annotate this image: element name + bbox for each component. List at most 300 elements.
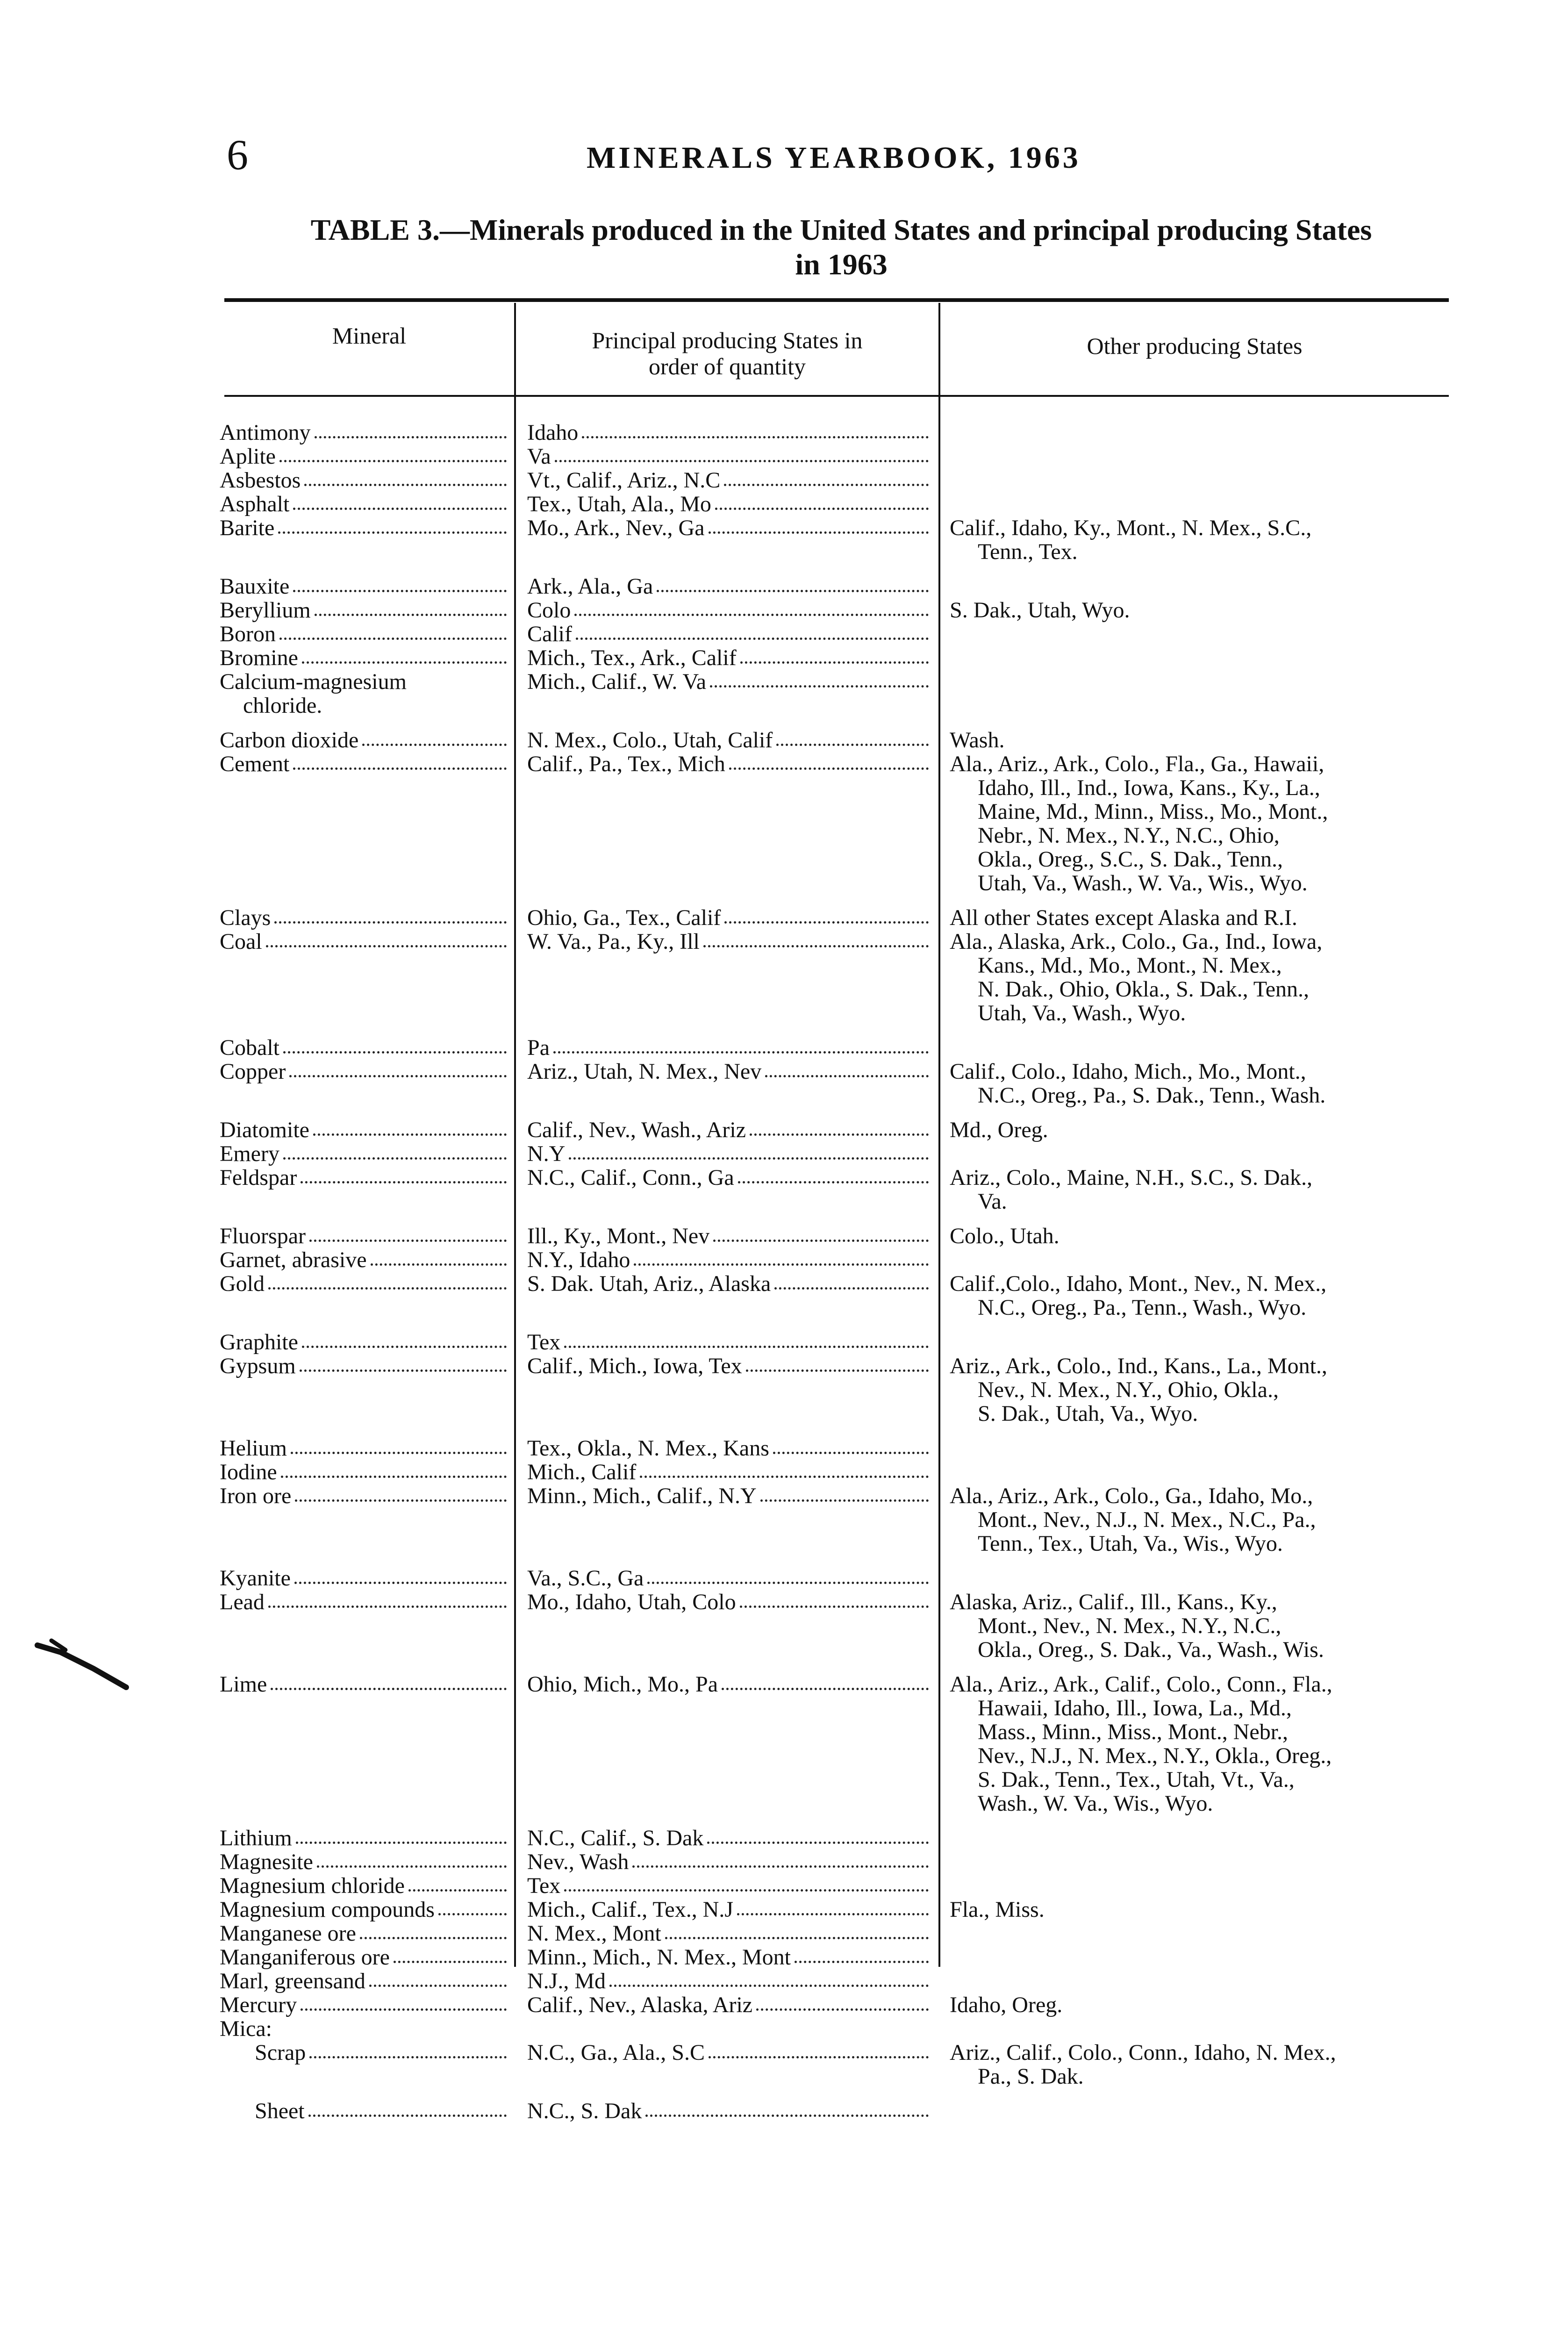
dot-leader (724, 468, 929, 486)
other-states-line: Wash., W. Va., Wis., Wyo. (978, 1791, 1213, 1816)
mineral-cell (220, 1354, 509, 1378)
principal-states-cell (527, 1036, 931, 1060)
other-states-line: S. Dak., Tenn., Tex., Utah, Vt., Va., (978, 1767, 1295, 1792)
mineral-cell (220, 1036, 509, 1060)
other-states-line: Ala., Ariz., Ark., Colo., Fla., Ga., Hawaii, (950, 752, 1325, 776)
mineral-name: Scrap (255, 2040, 306, 2065)
other-states-cell (950, 906, 1454, 930)
principal-states-cell (527, 1874, 931, 1898)
mineral-name: Beryllium (220, 598, 311, 623)
mineral-cell (220, 1330, 509, 1354)
mineral-name: Diatomite (220, 1118, 309, 1142)
principal-states: N.C., Ga., Ala., S.C (527, 2040, 705, 2065)
other-states-line: Ala., Ariz., Ark., Calif., Colo., Conn., Fla., (950, 1672, 1332, 1697)
other-states-cell (950, 1590, 1454, 1662)
dot-leader (569, 1142, 929, 1160)
mineral-name: Mica: (220, 2016, 272, 2041)
column-header-other: Other producing States (1087, 333, 1303, 359)
principal-states: Nev., Wash (527, 1850, 629, 1874)
other-states-line: Calif., Colo., Idaho, Mich., Mo., Mont., (950, 1059, 1306, 1084)
mineral-cell (220, 1993, 509, 2017)
dot-leader (553, 1036, 929, 1054)
dot-leader (293, 752, 507, 770)
other-states-cell (950, 752, 1454, 895)
principal-states: Mich., Tex., Ark., Calif (527, 645, 737, 670)
mineral-cell (220, 1898, 509, 1921)
other-states-cell (950, 1354, 1454, 1426)
dot-leader (369, 1969, 507, 1987)
principal-states-cell (527, 1248, 931, 1272)
mineral-name: Emery (220, 1141, 279, 1166)
table-caption-line-1: TABLE 3.—Minerals produced in the United States and principal producing States (310, 213, 1372, 246)
principal-states-cell (527, 444, 931, 468)
principal-states: W. Va., Pa., Ky., Ill (527, 929, 700, 954)
mineral-name: Magnesium chloride (220, 1873, 405, 1898)
principal-states: Tex., Utah, Ala., Mo (527, 492, 711, 516)
mineral-name: Kyanite (220, 1566, 291, 1591)
mineral-cell (220, 1166, 509, 1190)
principal-states: Calif., Pa., Tex., Mich (527, 752, 725, 776)
principal-states-cell (527, 1118, 931, 1142)
principal-states-cell (527, 1945, 931, 1969)
principal-states-cell (527, 516, 931, 540)
dot-leader (281, 1460, 507, 1478)
principal-states: Ariz., Utah, N. Mex., Nev (527, 1059, 762, 1084)
other-states-cell (950, 598, 1454, 622)
mineral-name: Helium (220, 1436, 287, 1461)
principal-states-cell (527, 1460, 931, 1484)
dot-leader (773, 1436, 929, 1454)
principal-states-cell (527, 492, 931, 516)
principal-states-cell (527, 622, 931, 646)
principal-states: Ohio, Mich., Mo., Pa (527, 1672, 718, 1697)
other-states-line: Maine, Md., Minn., Miss., Mo., Mont., (978, 799, 1328, 824)
other-states-line: Fla., Miss. (950, 1897, 1045, 1922)
principal-states: N.C., S. Dak (527, 2099, 642, 2123)
mineral-name: Lithium (220, 1826, 292, 1850)
principal-states: Minn., Mich., N. Mex., Mont (527, 1945, 791, 1970)
principal-states: Ark., Ala., Ga (527, 574, 653, 599)
dot-leader (713, 1224, 929, 1242)
dot-leader (317, 1850, 507, 1868)
dot-leader (760, 1484, 929, 1502)
dot-leader (710, 670, 929, 688)
dot-leader (362, 728, 507, 746)
mineral-cell (220, 1460, 509, 1484)
principal-states: Tex., Okla., N. Mex., Kans (527, 1436, 769, 1461)
dot-leader (722, 1672, 929, 1690)
mineral-cell (220, 1436, 509, 1460)
mineral-cell (220, 574, 509, 598)
dot-leader (645, 2099, 929, 2117)
mineral-name: Manganiferous ore (220, 1945, 390, 1970)
other-states-line: Ariz., Colo., Maine, N.H., S.C., S. Dak., (950, 1165, 1312, 1190)
dot-leader (756, 1993, 929, 2011)
other-states-line: Wash. (950, 728, 1005, 753)
other-states-line: Mass., Minn., Miss., Mont., Nebr., (978, 1720, 1289, 1744)
mineral-name: Fluorspar (220, 1224, 306, 1248)
other-states-line: Tenn., Tex., Utah, Va., Wis., Wyo. (978, 1531, 1283, 1556)
other-states-line: Alaska, Ariz., Calif., Ill., Kans., Ky., (950, 1590, 1277, 1614)
dot-leader (301, 1166, 507, 1183)
dot-leader (774, 1272, 929, 1290)
other-states-line: Pa., S. Dak. (978, 2064, 1084, 2089)
dot-leader (313, 1118, 507, 1136)
mineral-name: Carbon dioxide (220, 728, 359, 753)
dot-leader (729, 752, 929, 770)
principal-states-cell (527, 1484, 931, 1508)
dot-leader (302, 646, 507, 664)
dot-leader (765, 1060, 929, 1077)
mineral-name: Barite (220, 516, 275, 540)
page-number: 6 (227, 131, 248, 179)
dot-leader (737, 1898, 929, 1915)
dot-leader (308, 2099, 507, 2117)
dot-leader (795, 1945, 929, 1963)
mineral-name: Cobalt (220, 1035, 279, 1060)
mineral-name: Calcium-magnesium (220, 669, 407, 694)
other-states-line: Okla., Oreg., S. Dak., Va., Wash., Wis. (978, 1637, 1324, 1662)
principal-states: Ill., Ky., Mont., Nev (527, 1224, 710, 1248)
other-states-line: Ala., Alaska, Ark., Colo., Ga., Ind., Iowa, (950, 929, 1323, 954)
other-states-line: Nebr., N. Mex., N.Y., N.C., Ohio, (978, 823, 1280, 848)
mineral-name: Bromine (220, 645, 298, 670)
principal-states: Tex (527, 1873, 561, 1898)
mineral-name: Boron (220, 622, 276, 646)
principal-states-cell (527, 906, 931, 930)
principal-states: N. Mex., Colo., Utah, Calif (527, 728, 773, 753)
principal-states-cell (527, 1672, 931, 1696)
principal-states: Minn., Mich., Calif., N.Y (527, 1484, 757, 1508)
dot-leader (408, 1874, 507, 1892)
dot-leader (576, 622, 929, 640)
mineral-name: Marl, greensand (220, 1969, 365, 1993)
mineral-name: Bauxite (220, 574, 290, 599)
principal-states: S. Dak. Utah, Ariz., Alaska (527, 1271, 771, 1296)
dot-leader (715, 492, 929, 510)
mineral-cell (220, 1484, 509, 1508)
principal-states: Idaho (527, 420, 579, 445)
dot-leader (703, 930, 929, 947)
dot-leader (709, 2041, 929, 2058)
principal-states-cell (527, 646, 931, 670)
mineral-cell (243, 694, 509, 717)
mineral-cell (220, 1248, 509, 1272)
dot-leader (564, 1874, 929, 1892)
mineral-name: Clays (220, 905, 271, 930)
mineral-name: Asbestos (220, 468, 301, 493)
other-states-line: All other States except Alaska and R.I. (950, 905, 1297, 930)
mineral-cell (220, 646, 509, 670)
principal-states: N.J., Md (527, 1969, 606, 1993)
principal-states-cell (527, 574, 931, 598)
mineral-cell (220, 1945, 509, 1969)
principal-states-cell (527, 468, 931, 492)
other-states-line: S. Dak., Utah, Wyo. (950, 598, 1130, 623)
other-states-line: Ariz., Ark., Colo., Ind., Kans., La., Mont., (950, 1354, 1327, 1378)
other-states-line: Idaho, Oreg. (950, 1993, 1063, 2017)
other-states-line: N.C., Oreg., Pa., S. Dak., Tenn., Wash. (978, 1083, 1326, 1108)
principal-states: Vt., Calif., Ariz., N.C (527, 468, 721, 493)
running-head: MINERALS YEARBOOK, 1963 (587, 141, 1081, 175)
principal-states-cell (527, 2041, 931, 2065)
dot-leader (271, 1672, 507, 1690)
mineral-cell (220, 1224, 509, 1248)
principal-states-cell (527, 1224, 931, 1248)
principal-states: N.C., Calif., S. Dak (527, 1826, 704, 1850)
dot-leader (740, 646, 929, 664)
mineral-cell (220, 1142, 509, 1166)
dot-leader (289, 1060, 507, 1077)
other-states-cell (950, 1118, 1454, 1142)
dot-leader (438, 1898, 507, 1915)
principal-states: N.Y., Idaho (527, 1247, 630, 1272)
mineral-cell (220, 930, 509, 953)
dot-leader (315, 598, 507, 616)
principal-states-cell (527, 1436, 931, 1460)
mineral-name: Lime (220, 1672, 267, 1697)
principal-states: N.Y (527, 1141, 566, 1166)
other-states-line: Va. (978, 1189, 1007, 1214)
principal-states: Calif., Nev., Alaska, Ariz (527, 1993, 753, 2017)
column-header-principal-line-2: order of quantity (648, 353, 806, 380)
other-states-line: Mont., Nev., N. Mex., N.Y., N.C., (978, 1613, 1282, 1638)
dot-leader (278, 516, 507, 534)
other-states-line: S. Dak., Utah, Va., Wyo. (978, 1401, 1198, 1426)
dot-leader (657, 574, 929, 592)
other-states-line: Nev., N. Mex., N.Y., Ohio, Okla., (978, 1377, 1279, 1402)
dot-leader (709, 516, 929, 534)
other-states-line: Tenn., Tex. (978, 539, 1078, 564)
principal-states-cell (527, 1566, 931, 1590)
table-caption-line-2: in 1963 (795, 248, 888, 281)
principal-states-cell (527, 2099, 931, 2123)
principal-states-cell (527, 1826, 931, 1850)
other-states-line: N. Dak., Ohio, Okla., S. Dak., Tenn., (978, 977, 1310, 1002)
other-states-cell (950, 1272, 1454, 1319)
mineral-name: chloride. (243, 693, 322, 718)
mineral-cell (220, 728, 509, 752)
other-states-line: N.C., Oreg., Pa., Tenn., Wash., Wyo. (978, 1295, 1307, 1320)
principal-states-cell (527, 752, 931, 776)
dot-leader (293, 492, 507, 510)
principal-states: Calif., Mich., Iowa, Tex (527, 1354, 742, 1378)
principal-states-cell (527, 421, 931, 444)
dot-leader (776, 728, 929, 746)
principal-states: Va., S.C., Ga (527, 1566, 644, 1591)
dot-leader (738, 1166, 929, 1183)
principal-states: Va (527, 444, 551, 469)
mineral-name: Iodine (220, 1460, 277, 1484)
mineral-name: Asphalt (220, 492, 290, 516)
mineral-name: Mercury (220, 1993, 297, 2017)
dot-leader (394, 1945, 507, 1963)
other-states-line: Md., Oreg. (950, 1118, 1048, 1142)
principal-states-cell (527, 1898, 931, 1921)
mineral-cell (220, 1969, 509, 1993)
principal-states: Mich., Calif., Tex., N.J (527, 1897, 734, 1922)
mineral-cell (220, 444, 509, 468)
dot-leader (724, 906, 929, 924)
dot-leader (315, 421, 507, 438)
mineral-name: Coal (220, 929, 262, 954)
principal-states: Mich., Calif (527, 1460, 637, 1484)
mineral-cell (220, 1060, 509, 1083)
dot-leader (268, 1272, 507, 1290)
other-states-line: Ala., Ariz., Ark., Colo., Ga., Idaho, Mo., (950, 1484, 1313, 1508)
dot-leader (609, 1969, 929, 1987)
dot-leader (274, 906, 507, 924)
principal-states: Colo (527, 598, 571, 623)
mineral-name: Sheet (255, 2099, 305, 2123)
dot-leader (634, 1248, 929, 1266)
mineral-cell (220, 1921, 509, 1945)
mineral-cell (220, 1826, 509, 1850)
column-header-mineral: Mineral (332, 323, 407, 349)
dot-leader (309, 1224, 507, 1242)
mineral-name: Lead (220, 1590, 265, 1614)
principal-states-cell (527, 1969, 931, 1993)
other-states-line: Calif., Idaho, Ky., Mont., N. Mex., S.C., (950, 516, 1312, 540)
principal-states: Tex (527, 1330, 561, 1355)
principal-states-cell (527, 598, 931, 622)
principal-states-cell (527, 1354, 931, 1378)
mineral-cell (220, 670, 509, 694)
mineral-cell (220, 752, 509, 776)
dot-leader (582, 421, 929, 438)
mineral-cell (220, 421, 509, 444)
principal-states-cell (527, 1142, 931, 1166)
principal-states-cell (527, 1850, 931, 1874)
mineral-name: Feldspar (220, 1165, 297, 1190)
principal-states: Mich., Calif., W. Va (527, 669, 707, 694)
dot-leader (555, 444, 929, 462)
principal-states: Calif (527, 622, 572, 646)
dot-leader (574, 598, 929, 616)
mineral-cell (220, 1590, 509, 1614)
mineral-name: Graphite (220, 1330, 298, 1355)
other-states-line: Utah, Va., Wash., Wyo. (978, 1001, 1186, 1025)
principal-states: Mo., Ark., Nev., Ga (527, 516, 705, 540)
mineral-cell (220, 1850, 509, 1874)
dot-leader (309, 2041, 507, 2058)
other-states-cell (950, 1484, 1454, 1556)
dot-leader (647, 1566, 929, 1584)
dot-leader (266, 930, 507, 947)
mineral-name: Iron ore (220, 1484, 292, 1508)
other-states-line: Mont., Nev., N.J., N. Mex., N.C., Pa., (978, 1507, 1316, 1532)
column-header-principal-line-1: Principal producing States in (592, 327, 863, 353)
principal-states-cell (527, 1590, 931, 1614)
mineral-name: Magnesite (220, 1850, 313, 1874)
dot-leader (283, 1036, 507, 1054)
principal-states: Pa (527, 1035, 550, 1060)
mineral-cell (220, 622, 509, 646)
other-states-line: Calif.,Colo., Idaho, Mont., Nev., N. Mex., (950, 1271, 1327, 1296)
dot-leader (291, 1436, 507, 1454)
other-states-cell (950, 2041, 1454, 2088)
mineral-cell (220, 1874, 509, 1898)
mineral-cell (220, 1118, 509, 1142)
principal-states-cell (527, 1330, 931, 1354)
mineral-cell (220, 1672, 509, 1696)
mineral-cell (255, 2041, 509, 2065)
dot-leader (268, 1590, 507, 1608)
dot-leader (304, 468, 507, 486)
mineral-name: Gold (220, 1271, 265, 1296)
other-states-cell (950, 1166, 1454, 1213)
dot-leader (302, 1330, 507, 1348)
other-states-cell (950, 516, 1454, 564)
other-states-line: Okla., Oreg., S.C., S. Dak., Tenn., (978, 847, 1283, 872)
dot-leader (301, 1993, 507, 2011)
mineral-cell (220, 598, 509, 622)
mineral-name: Gypsum (220, 1354, 296, 1378)
mineral-cell (220, 492, 509, 516)
mineral-cell (220, 906, 509, 930)
dot-leader (279, 622, 507, 640)
dot-leader (296, 1826, 507, 1844)
other-states-cell (950, 1060, 1454, 1107)
mineral-cell (220, 2017, 509, 2041)
other-states-line: Ariz., Calif., Colo., Conn., Idaho, N. Mex., (950, 2040, 1336, 2065)
other-states-line: Hawaii, Idaho, Ill., Iowa, La., Md., (978, 1696, 1292, 1720)
dot-leader (707, 1826, 929, 1844)
mineral-cell (220, 516, 509, 540)
principal-states-cell (527, 1993, 931, 2017)
principal-states: Mo., Idaho, Utah, Colo (527, 1590, 736, 1614)
principal-states: Ohio, Ga., Tex., Calif (527, 905, 721, 930)
mineral-name: Aplite (220, 444, 276, 469)
mineral-name: Antimony (220, 420, 311, 445)
dot-leader (632, 1850, 929, 1868)
dot-leader (665, 1921, 929, 1939)
dot-leader (750, 1118, 929, 1136)
other-states-cell (950, 1224, 1454, 1248)
dot-leader (279, 444, 507, 462)
other-states-cell (950, 1672, 1454, 1815)
principal-states: N. Mex., Mont (527, 1921, 661, 1946)
mineral-name: Garnet, abrasive (220, 1247, 367, 1272)
dot-leader (293, 574, 507, 592)
mineral-cell (220, 1566, 509, 1590)
mineral-name: Magnesium compounds (220, 1897, 435, 1922)
mineral-name: Cement (220, 752, 290, 776)
principal-states-cell (527, 1272, 931, 1296)
other-states-cell (950, 930, 1454, 1025)
dot-leader (740, 1590, 929, 1608)
dot-leader (294, 1566, 507, 1584)
other-states-line: Idaho, Ill., Ind., Iowa, Kans., Ky., La., (978, 775, 1320, 800)
principal-states: Calif., Nev., Wash., Ariz (527, 1118, 746, 1142)
mineral-cell (255, 2099, 509, 2123)
dot-leader (283, 1142, 507, 1160)
principal-states-cell (527, 1921, 931, 1945)
principal-states-cell (527, 670, 931, 694)
other-states-line: Colo., Utah. (950, 1224, 1060, 1248)
other-states-line: Utah, Va., Wash., W. Va., Wis., Wyo. (978, 871, 1308, 896)
other-states-line: Kans., Md., Mo., Mont., N. Mex., (978, 953, 1282, 978)
dot-leader (371, 1248, 507, 1266)
dot-leader (295, 1484, 507, 1502)
dot-leader (360, 1921, 507, 1939)
other-states-cell (950, 728, 1454, 752)
dot-leader (640, 1460, 929, 1478)
principal-states-cell (527, 1060, 931, 1083)
margin-pen-mark (33, 1636, 140, 1692)
other-states-cell (950, 1898, 1454, 1921)
mineral-cell (220, 1272, 509, 1296)
